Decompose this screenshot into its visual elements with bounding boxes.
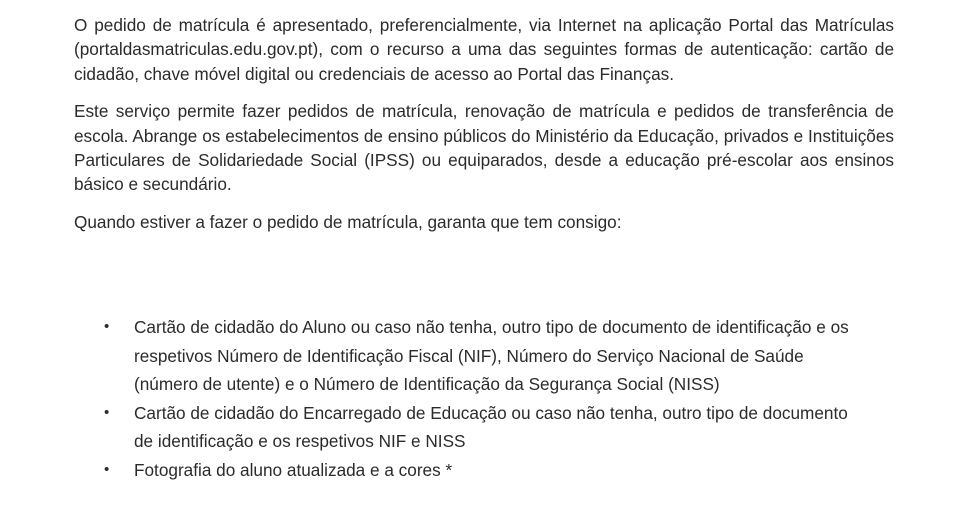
list-item-text: Cartão de cidadão do Aluno ou caso não tenha, outro tipo de documento de identificação e os respetivos Número de Identificação Fiscal (NIF), Número do Serviço Nacional de Saúde (número de utente) e o Número de Identificação da Segurança Social (NISS): [134, 317, 849, 395]
bullet-icon: •: [104, 318, 110, 335]
list-item: [98, 399, 858, 456]
list-item: [98, 313, 858, 399]
list-item-text: Fotografia do aluno atualizada e a cores *: [134, 459, 453, 480]
paragraph-online-application: O pedido de matrícula é apresentado, preferencialmente, via Internet na aplicação Portal das Matrículas (portaldasmatriculas.edu.gov.pt), com o recurso a uma das seguintes formas de autenticação: cartão de cidadão, chave móvel digital ou credenciais de acesso ao Portal das Finanças.: [74, 15, 894, 84]
list-item-text: Cartão de cidadão do Encarregado de Educação ou caso não tenha, outro tipo de documento de identificação e os respetivos NIF e NISS: [134, 402, 848, 452]
bullet-icon: •: [104, 460, 110, 478]
list-item: [98, 456, 858, 485]
paragraph-service-scope: Este serviço permite fazer pedidos de matrícula, renovação de matrícula e pedidos de transferência de escola. Abrange os estabelecimentos de ensino públicos do Ministério da Educação, privados e Instituições Particulares de Solidariedade Social (IPSS) ou equiparados, desde a educação pré-escolar aos ensinos básico e secundário.: [74, 101, 894, 195]
requirements-intro: Quando estiver a fazer o pedido de matrícula, garanta que tem consigo:: [74, 211, 622, 232]
bullet-icon: •: [104, 403, 110, 421]
requirements-list: [98, 313, 858, 485]
document-body: [74, 13, 894, 234]
